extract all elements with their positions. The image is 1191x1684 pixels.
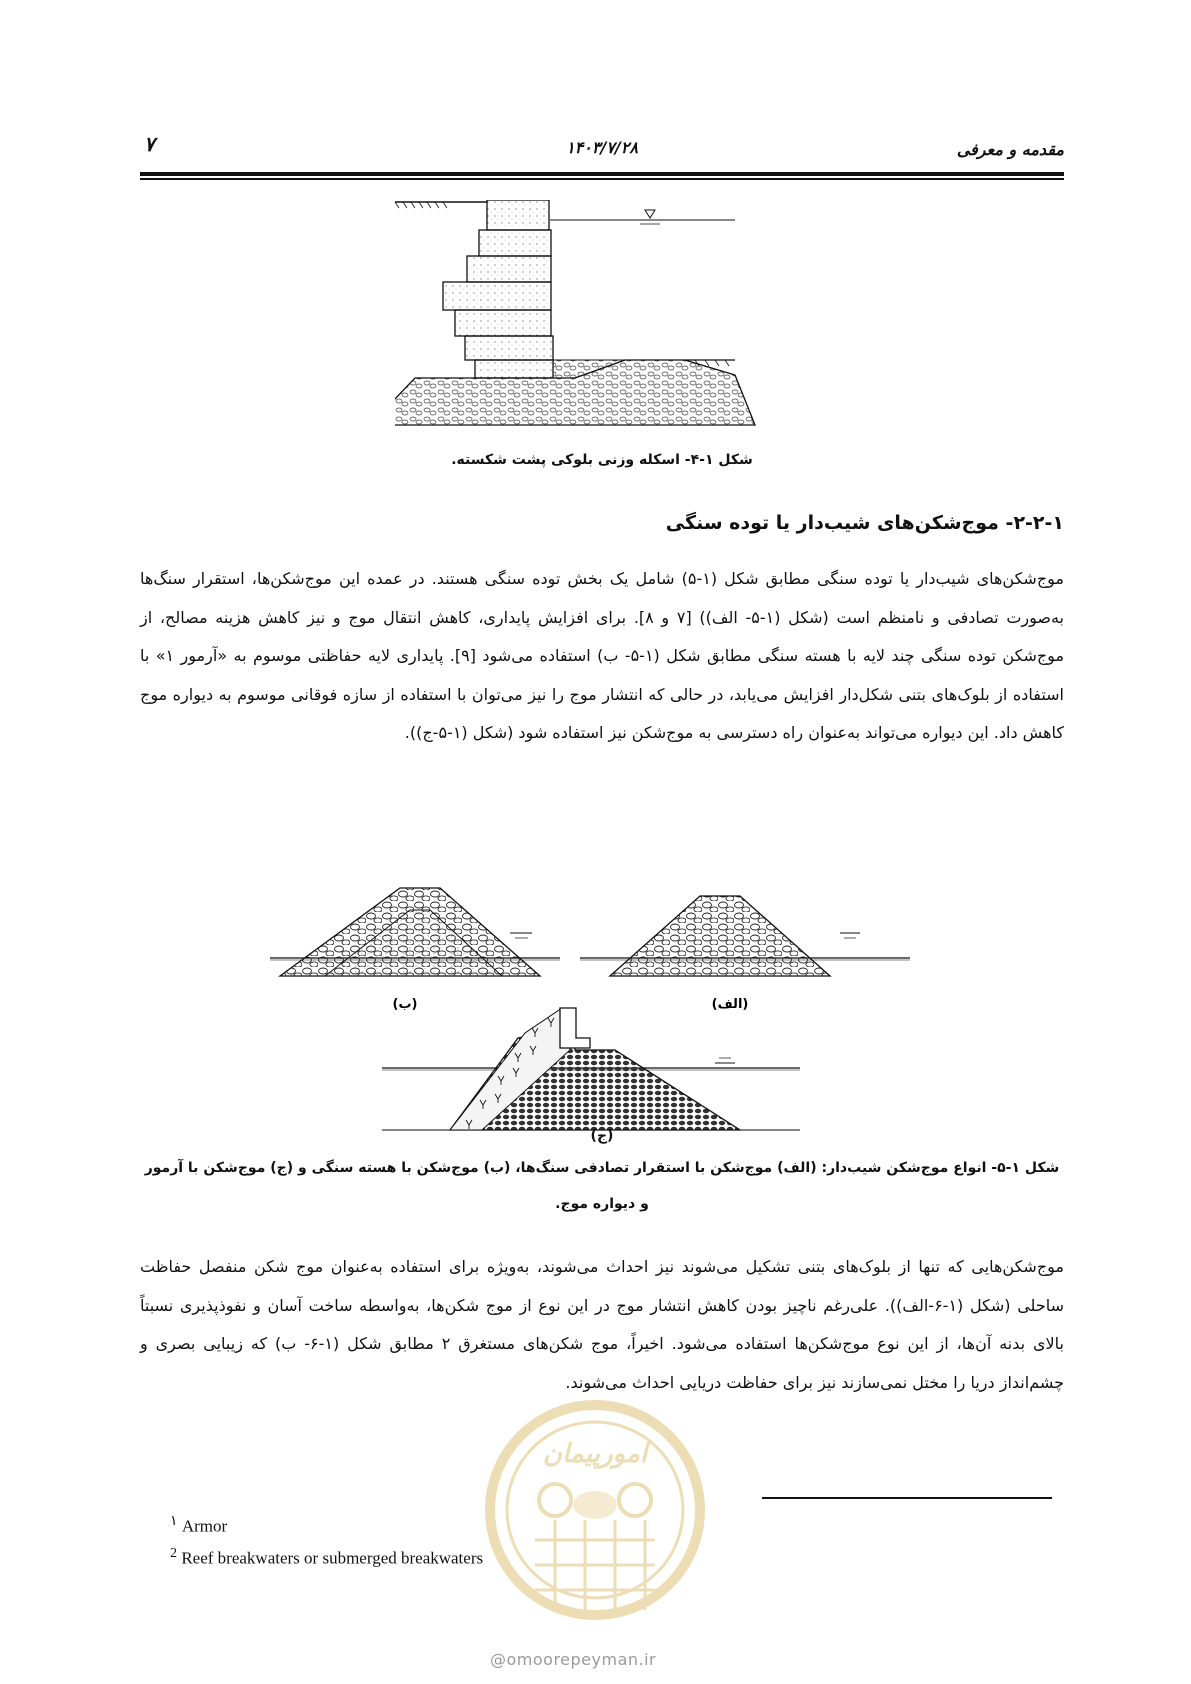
footnote-2 xyxy=(170,1540,483,1572)
label-c: (ج) xyxy=(590,1128,614,1144)
figure1-caption: شکل ۱-۴- اسکله وزنی بلوکی پشت شکسته. xyxy=(451,452,753,468)
footnote-rule xyxy=(762,1497,1052,1499)
figure2-caption: شکل ۱-۵- انواع موج‌شکن شیب‌دار: (الف) موج‌شکن با استقرار تصادفی سنگ‌ها، (ب) موج‌شکن با هسته سنگی و (ج) موج‌شکن با آرمور و دیواره موج. xyxy=(144,1160,1060,1212)
chapter-title: مقدمه و معرفی xyxy=(956,140,1064,159)
figure-rubble-mound-types xyxy=(270,868,930,1138)
label-a: (الف) xyxy=(711,997,749,1012)
section-heading: ۲-۲-۱- موج‌شکن‌های شیب‌دار یا توده سنگی xyxy=(665,512,1064,534)
footnote-1-mark: ۱ xyxy=(170,1513,178,1529)
header-date: ۱۴۰۳/۷/۲۸ xyxy=(566,138,638,157)
footnote-2-text: Reef breakwaters or submerged breakwaters xyxy=(181,1548,484,1568)
watermark-logo-text: امورپیمان xyxy=(542,1439,648,1469)
header-rule-thin xyxy=(140,178,1064,180)
watermark-site: @omoorepeyman.ir xyxy=(490,1650,657,1669)
paragraph-2: موج‌شکن‌هایی که تنها از بلوک‌های بتنی تشکیل می‌شوند نیز احداث می‌شوند، به‌ویژه برای استفاده به‌عنوان موج شکن منفصل حفاظت ساحلی (شکل (۱-۶-الف)). علی‌رغم ناچیز بودن کاهش انتشار موج در این نوع از موج شکن‌ها، به‌واسطه ساخت آسان و نفوذپذیری نسبتاً بالای بدنه آن‌ها، از این نوع موج‌شکن‌ها استفاده می‌شود. اخیراً، موج شکن‌های مستغرق ۲ مطابق شکل (۱-۶- ب) که زیبایی بصری و چشم‌انداز دریا را مختل نمی‌سازند نیز برای حفاظت دریایی احداث می‌شوند. xyxy=(140,1257,1064,1392)
page-number: ۷ xyxy=(144,132,155,156)
label-b: (ب) xyxy=(392,997,418,1012)
watermark-site-text: omoorepeyman.ir xyxy=(506,1650,657,1669)
figure-block-quay xyxy=(395,200,805,440)
watermark-logo xyxy=(475,1390,715,1670)
footnotes xyxy=(170,1508,483,1571)
footnote-1-text: Armor xyxy=(181,1516,228,1536)
header-rule-thick xyxy=(140,172,1064,176)
footnote-2-mark: 2 xyxy=(170,1544,178,1561)
footnote-1 xyxy=(170,1508,483,1540)
paragraph-1: موج‌شکن‌های شیب‌دار یا توده سنگی مطابق شکل (۱-۵) شامل یک بخش توده سنگی هستند. در عمده این موج‌شکن‌ها، استقرار سنگ‌ها به‌صورت تصادفی و نامنظم است (شکل (۱-۵- الف)) [۷ و ۸]. برای افزایش پایداری، کاهش انتقال موج و نیز کاهش هزینه مصالح، از موج‌شکن توده سنگی چند لایه با هسته سنگی مطابق شکل (۱-۵- ب) استفاده می‌شود [۹]. پایداری لایه حفاظتی موسوم به «آرمور ۱» با استفاده از بلوک‌های بتنی شکل‌دار افزایش می‌یابد، در حالی که انتشار موج را نیز می‌توان با استفاده از سازه فوقانی موسوم به دیواره موج کاهش داد. این دیواره می‌تواند به‌عنوان راه دسترسی به موج‌شکن نیز استفاده شود (شکل (۱-۵-ج)). xyxy=(140,569,1065,742)
page-header xyxy=(140,128,1064,168)
